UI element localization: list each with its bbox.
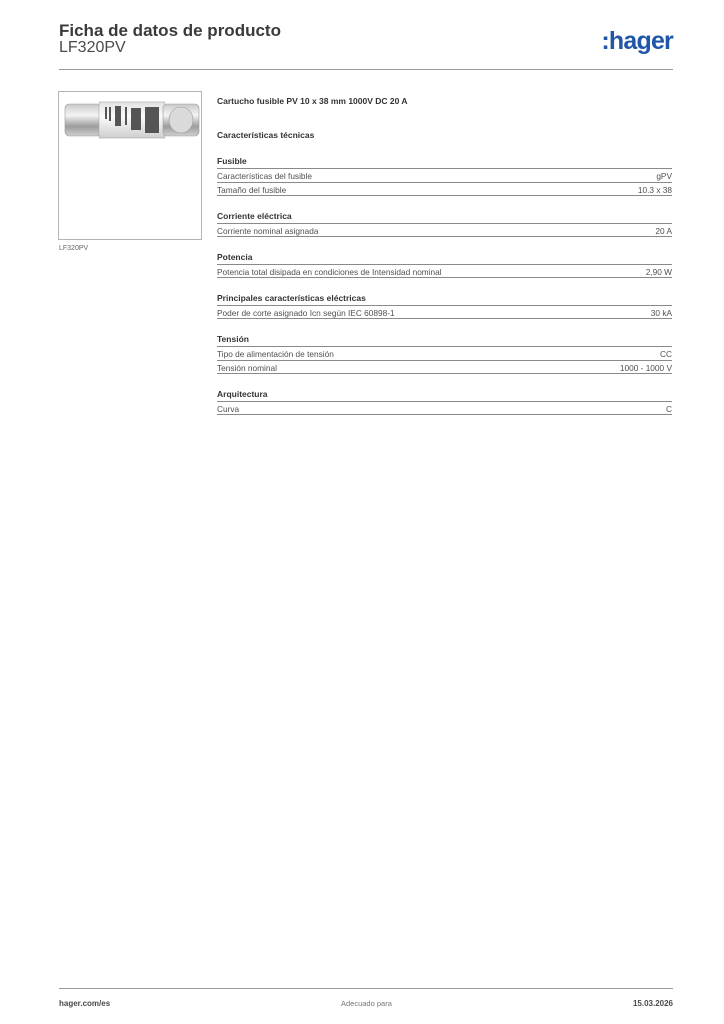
fuse-cartridge-image (59, 92, 203, 241)
spec-value: C (666, 404, 672, 414)
product-image-caption: LF320PV (59, 245, 89, 252)
spec-row (217, 223, 672, 237)
hager-logo: :hager (601, 27, 673, 55)
spec-value: 20 A (655, 226, 672, 236)
section-heading: Características técnicas (217, 130, 315, 140)
footer-suitable-for: Adecuado para (341, 999, 392, 1008)
spec-value: gPV (656, 171, 672, 181)
spec-value: CC (660, 349, 672, 359)
header-divider (59, 69, 673, 70)
spec-label: Tensión nominal (217, 363, 277, 373)
spec-row (217, 264, 672, 278)
spec-value: 30 kA (650, 308, 672, 318)
spec-label: Tamaño del fusible (217, 185, 287, 195)
logo-text: hager (608, 27, 673, 55)
footer-website-link[interactable]: hager.com/es (59, 999, 111, 1008)
spec-group-title: Arquitectura (217, 389, 268, 399)
document-title: Ficha de datos de producto (59, 21, 281, 40)
spec-label: Corriente nominal asignada (217, 226, 319, 236)
spec-value: 1000 - 1000 V (619, 363, 672, 373)
spec-label: Potencia total disipada en condiciones de Intensidad nominal (217, 267, 442, 277)
spec-row (217, 401, 672, 415)
spec-value: 10.3 x 38 (637, 185, 672, 195)
spec-row (217, 182, 672, 196)
spec-group-title: Principales características eléctricas (217, 293, 366, 303)
spec-label: Características del fusible (217, 171, 312, 181)
spec-value: 2,90 W (645, 267, 672, 277)
spec-group-arquitectura (217, 389, 672, 415)
spec-group-electricas (217, 293, 672, 319)
product-image-frame (58, 91, 202, 240)
page-header (59, 21, 673, 71)
spec-row (217, 168, 672, 182)
spec-label: Poder de corte asignado Icn según IEC 60898-1 (217, 308, 395, 318)
product-reference: LF320PV (59, 39, 126, 56)
footer-divider (59, 988, 673, 989)
spec-row (217, 360, 672, 374)
spec-group-corriente (217, 211, 672, 237)
spec-group-tension (217, 334, 672, 374)
spec-group-potencia (217, 252, 672, 278)
spec-group-title: Potencia (217, 252, 253, 262)
spec-row (217, 346, 672, 360)
product-name: Cartucho fusible PV 10 x 38 mm 1000V DC 20 A (217, 96, 408, 106)
spec-group-fusible (217, 156, 672, 196)
spec-row (217, 305, 672, 319)
footer-date: 15.03.2026 (632, 999, 673, 1008)
spec-group-title: Fusible (217, 156, 247, 166)
spec-label: Tipo de alimentación de tensión (217, 349, 334, 359)
spec-group-title: Corriente eléctrica (217, 211, 292, 221)
product-specifications (217, 96, 672, 415)
spec-group-title: Tensión (217, 334, 249, 344)
spec-label: Curva (217, 404, 240, 414)
